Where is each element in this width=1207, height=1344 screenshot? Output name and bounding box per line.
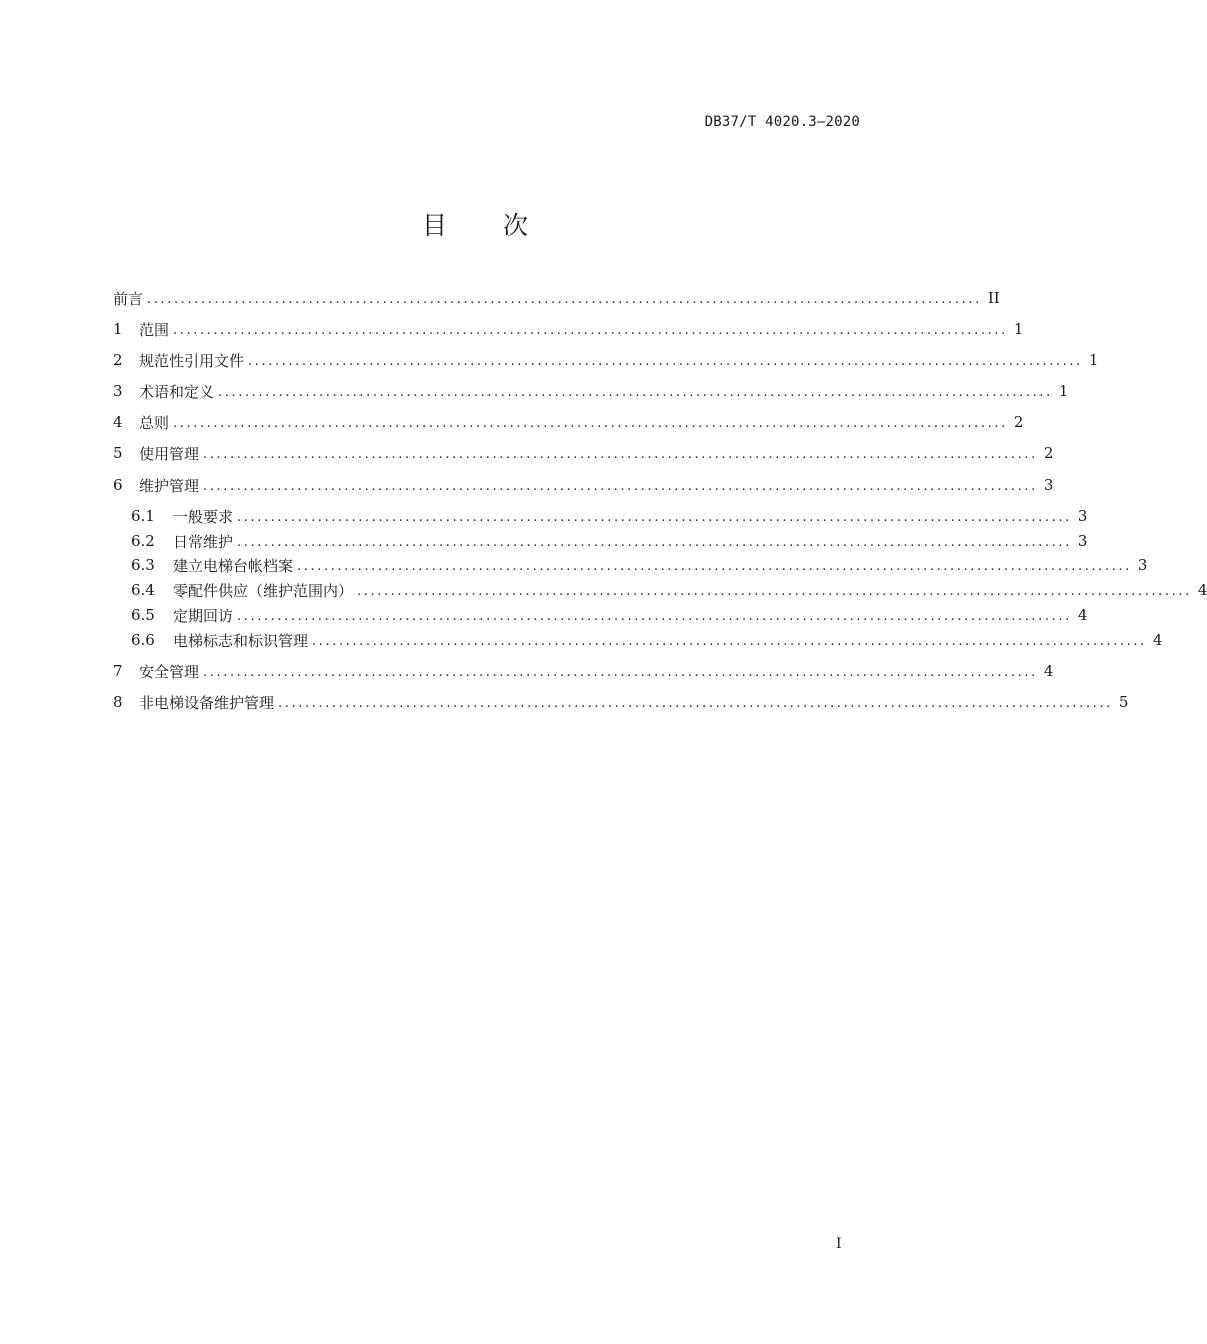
toc-entry-2[interactable]: [113, 348, 1099, 372]
toc-entry-label: 定期回访: [173, 606, 234, 625]
dot-leader: ............................................................................................................................: [203, 446, 1038, 462]
document-code: DB37/T 4020.3—2020: [704, 114, 860, 130]
toc-entry-page: 1: [1088, 351, 1099, 369]
toc-entry-page: 3: [1043, 476, 1054, 494]
toc-entry-number: 6.5: [131, 606, 155, 624]
toc-entry-6-4[interactable]: [131, 578, 1207, 602]
toc-entry-label: 总则: [139, 413, 170, 432]
page-title: 目 次: [422, 211, 552, 240]
toc-entry-number: 6: [113, 476, 123, 494]
toc-entry-6-2[interactable]: [131, 529, 1088, 553]
toc-entry-page: 2: [1043, 444, 1054, 462]
toc-entry-page: 2: [1013, 413, 1024, 431]
toc-entry-label: 术语和定义: [139, 382, 215, 401]
toc-entry-page: 5: [1118, 693, 1129, 711]
toc-entry-6-6[interactable]: [131, 628, 1163, 652]
toc-entry-7[interactable]: [113, 659, 1054, 683]
toc-entry-page: 1: [1013, 320, 1024, 338]
toc-entry-3[interactable]: [113, 379, 1069, 403]
toc-entry-1[interactable]: [113, 317, 1024, 341]
dot-leader: ............................................................................................................................: [357, 583, 1192, 599]
dot-leader: ............................................................................................................................: [173, 415, 1008, 431]
dot-leader: ............................................................................................................................: [297, 558, 1132, 574]
toc-entry-page: II: [987, 289, 1000, 307]
toc-entry-label: 建立电梯台帐档案: [173, 556, 294, 575]
toc-entry-6-1[interactable]: [131, 504, 1088, 528]
toc-entry-6[interactable]: [113, 473, 1054, 497]
toc-entry-label: 零配件供应（维护范围内）: [173, 581, 354, 600]
toc-entry-number: 6.6: [131, 631, 155, 649]
dot-leader: ............................................................................................................................: [312, 633, 1147, 649]
page-number: I: [836, 1236, 842, 1252]
toc-entry-number: 6.1: [131, 507, 155, 525]
dot-leader: ............................................................................................................................: [237, 608, 1072, 624]
toc-entry-4[interactable]: [113, 410, 1024, 434]
toc-entry-label: 规范性引用文件: [139, 351, 245, 370]
toc-entry-5[interactable]: [113, 441, 1054, 465]
toc-entry-page: 3: [1137, 556, 1148, 574]
toc-entry-page: 4: [1152, 631, 1163, 649]
dot-leader: ............................................................................................................................: [237, 509, 1072, 525]
toc-entry-number: 3: [113, 382, 123, 400]
toc-entry-label: 一般要求: [173, 507, 234, 526]
toc-entry-number: 2: [113, 351, 123, 369]
toc-entry-page: 4: [1077, 606, 1088, 624]
toc-entry-label: 范围: [139, 320, 170, 339]
toc-entry-label: 非电梯设备维护管理: [139, 693, 275, 712]
toc-entry-number: 6.2: [131, 532, 155, 550]
toc-entry-number: 7: [113, 662, 123, 680]
toc-entry-page: 4: [1197, 581, 1207, 599]
toc-entry-number: 4: [113, 413, 123, 431]
toc-entry-label: 安全管理: [139, 662, 200, 681]
dot-leader: ............................................................................................................................: [147, 291, 982, 307]
toc-entry-label: 日常维护: [173, 532, 234, 551]
toc-entry-number: 6.3: [131, 556, 155, 574]
toc-entry-label: 电梯标志和标识管理: [173, 631, 309, 650]
dot-leader: ............................................................................................................................: [203, 664, 1038, 680]
toc-entry-8[interactable]: [113, 690, 1129, 714]
toc-entry-number: 8: [113, 693, 123, 711]
dot-leader: ............................................................................................................................: [173, 322, 1008, 338]
toc-entry-6-3[interactable]: [131, 553, 1148, 577]
toc-entry-page: 3: [1077, 532, 1088, 550]
toc-entry-number: 6.4: [131, 581, 155, 599]
toc-entry-label: 前言: [113, 289, 144, 308]
dot-leader: ............................................................................................................................: [218, 384, 1053, 400]
dot-leader: ............................................................................................................................: [237, 534, 1072, 550]
toc-entry-label: 维护管理: [139, 476, 200, 495]
dot-leader: ............................................................................................................................: [248, 353, 1083, 369]
toc-entry-6-5[interactable]: [131, 603, 1088, 627]
toc-entry-page: 3: [1077, 507, 1088, 525]
dot-leader: ............................................................................................................................: [203, 478, 1038, 494]
toc-entry-number: 1: [113, 320, 123, 338]
toc-entry-label: 使用管理: [139, 444, 200, 463]
toc-entry-foreword[interactable]: [113, 286, 1000, 310]
toc-entry-page: 4: [1043, 662, 1054, 680]
toc-entry-number: 5: [113, 444, 123, 462]
toc-entry-page: 1: [1058, 382, 1069, 400]
dot-leader: ............................................................................................................................: [278, 695, 1113, 711]
